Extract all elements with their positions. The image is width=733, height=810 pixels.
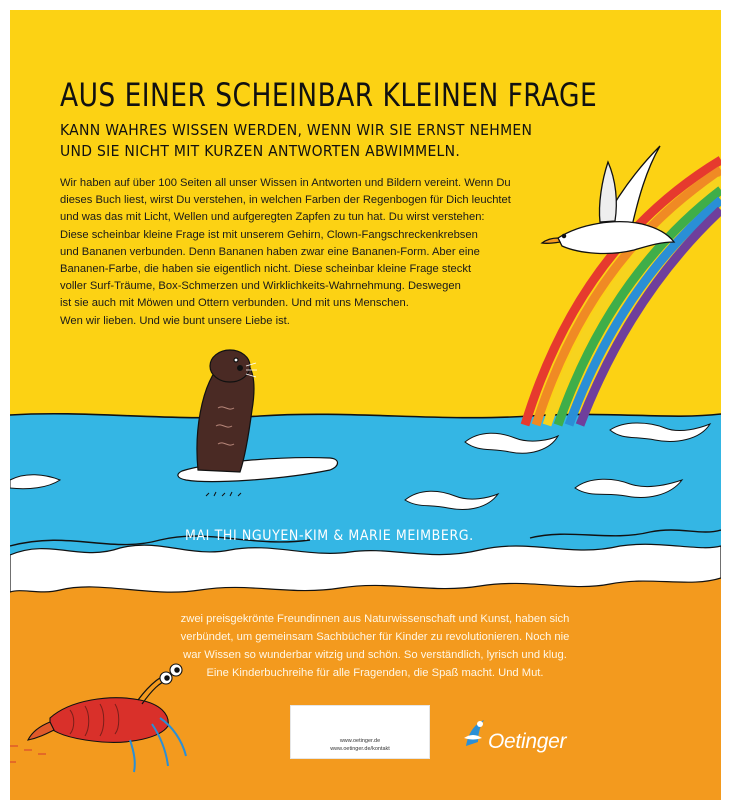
blurb-line: ist sie auch mit Möwen und Ottern verbunden. Und mit uns Menschen. (60, 297, 409, 310)
blurb-line: Wen wir lieben. Und wie bunt unsere Liebe ist. (60, 314, 290, 327)
subtitle (60, 120, 620, 162)
barcode-area (290, 705, 430, 759)
blurb-line: voller Surf-Träume, Box-Schmerzen und Wirklichkeits-Wahrnehmung. Deswegen (60, 280, 461, 293)
publisher-logo (460, 710, 600, 760)
oetinger-logo-icon (460, 716, 490, 750)
blurb-line: Diese scheinbar kleine Frage ist mit unserem Gehirn, Clown-Fangschreckenkrebsen (60, 228, 478, 241)
blurb-line: Bananen-Farbe, die haben sie eigentlich nicht. Diese scheinbar kleine Frage steckt (60, 263, 472, 276)
book-back-cover (10, 10, 721, 800)
title: AUS EINER SCHEINBAR KLEINEN FRAGE (60, 76, 598, 114)
bio-line: verbündet, um gemeinsam Sachbücher für Kinder zu revolutionieren. Noch nie (180, 631, 570, 643)
subtitle-line: UND SIE NICHT MIT KURZEN ANTWORTEN ABWIMMELN. (60, 142, 461, 160)
publisher-url: www.oetinger.de (339, 738, 381, 744)
publisher-name: Oetinger (488, 730, 567, 753)
author-bio (105, 610, 645, 682)
blurb-line: Wir haben auf über 100 Seiten all unser Wissen in Antworten und Bildern vereint. Wenn Du (60, 177, 511, 189)
subtitle-line: KANN WAHRES WISSEN WERDEN, WENN WIR SIE ERNST NEHMEN (60, 121, 533, 139)
blurb-line: und was das mit Licht, Wellen und aufgeregten Zapfen zu tun hat. Du wirst verstehen: (60, 211, 485, 224)
author-names: MAI THI NGUYEN-KIM & MARIE MEIMBERG. (185, 528, 474, 544)
bio-line: war Wissen so wunderbar witzig und schön. So verständlich, lyrisch und klug. (183, 649, 567, 661)
sand (10, 565, 721, 800)
blurb-line: dieses Buch liest, wirst Du verstehen, in welchen Farben der Regenbogen für Dich leuchtet (60, 194, 511, 207)
bio-line: zwei preisgekrönte Freundinnen aus Naturwissenschaft und Kunst, haben sich (180, 613, 570, 625)
publisher-contact-url: www.oetinger.de/kontakt (330, 746, 390, 752)
bio-line: Eine Kinderbuchreihe für alle Fragenden, die Spaß macht. Und Mut. (206, 667, 544, 679)
blurb-text (60, 175, 580, 330)
blurb-line: und Bananen verbunden. Denn Bananen haben zwar eine Bananen-Form. Aber eine (60, 245, 480, 258)
